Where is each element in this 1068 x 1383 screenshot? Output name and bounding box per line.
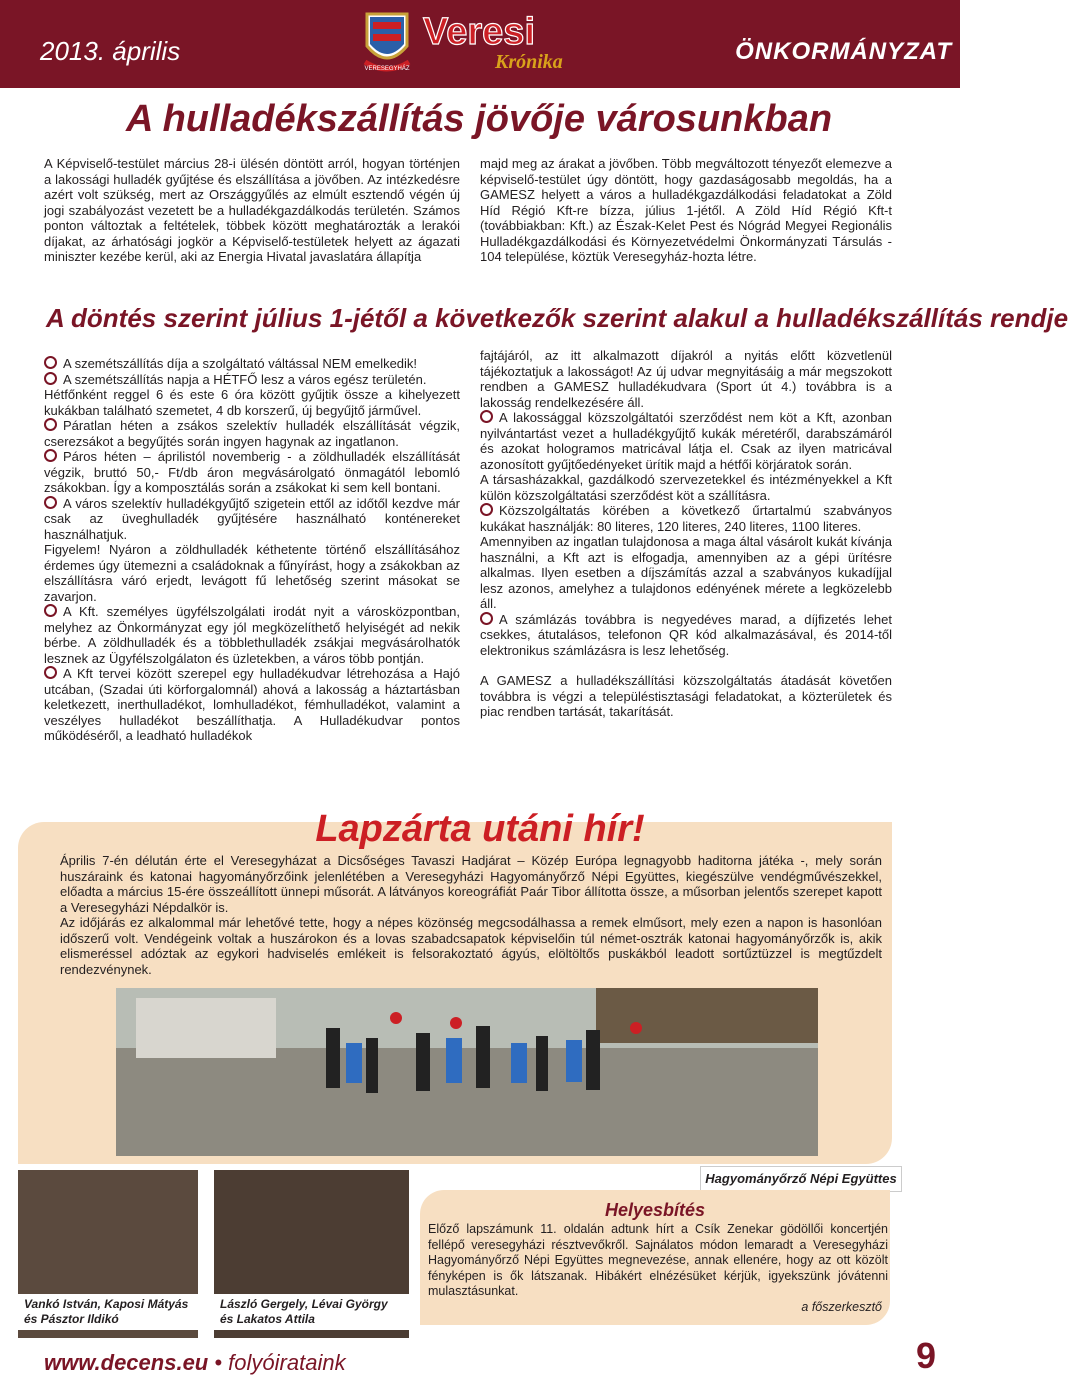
photo-caption: László Gergely, Lévai György és Lakatos Attila xyxy=(214,1294,409,1330)
list-item: Közszolgáltatás körében a következő űrtartalmú szabványos kukákat használják: 80 literes, 120 literes, 240 literes, 1100 literes. xyxy=(480,503,892,534)
article-right-column: majd meg az árakat a jövőben. Több megváltozott tényezőt elemezve a képviselő-testület úgy döntött, hogy gazdaságosabb megoldás, ha a GAMESZ helyett a város a hulladékgazdálkodási feladatokat a Zöld Híd Régió Kft-re bízza, július 1-jétől. A Zöld Híd Régió Kft-t (továbbiakban: Kft.) az Észak-Kelet Pest és Nógrád Megyei Regionális Hulladékgazdálkodási és Környezetvédelmi Önkormányzati Társulás - 104 települése, köztük Veresegyház-hozta létre. xyxy=(480,156,892,264)
svg-text:Veresi: Veresi xyxy=(423,11,535,53)
crest-icon xyxy=(364,14,409,72)
bullet-icon xyxy=(480,410,493,423)
bullet-icon xyxy=(480,503,493,516)
veresi-kronika-logo xyxy=(355,4,585,80)
photo-caption: Vankó István, Kaposi Mátyás és Pásztor Ildikó xyxy=(18,1294,198,1330)
bullet-icon xyxy=(44,372,57,385)
photo-hussars xyxy=(18,1170,198,1338)
list-item: A Kft tervei között szerepel egy hulladékudvar létrehozása a Hajó utcában, (Szadai úti körforgalomnál) ahová a lakosság a háztartásban keletkezett, inerthulladékot, lomhulladékot, fémhulladékot, valamint a veszélyes hulladékot beszállíthatja. A Hulladékudvar pontos működéséről, a leadható hulladékok xyxy=(44,666,460,743)
late-news-text: Április 7-én délután érte el Veresegyházat a Dicsőséges Tavaszi Hadjárat – Közép Európa legnagyobb haditorna játéka -, mely során huszáraink és katonai hagyományőrzőink jelenlétében a Veresegyházi Hagyományőrző Népi Együttes, kiegészülve vendégművészekkel, előadta a március 15-ére összeállított ünnepi műsorát. A látványos koreográfiát Paár Tibor állította össze, a műsorban jelentős szerepet kapott a Veresegyházi Népdalkör is. Az időjárás ez alkalommal már lehetővé tette, hogy a népes közönség megcsodálhassa a remek elműsort, mely ezen a napon is hasonlóan időszerű volt. Vendégeink voltak a huszárokon és a lovas szabadcsapatok képviselőin túl német-osztrák katonai hagyományőrzők is, akik elismeréssel adóztak az egykori hadviselés emlékeit is felsorakoztató ágyús, elöltöltős puskákból leadott sortűztüzzel is megtűzdelt rendezvénynek. xyxy=(60,853,882,977)
list-item: A város szelektív hulladékgyűjtő szigetein ettől az időtől kezdve már csak az üveghulladék gyűjtésére használható konténereket használhatjuk. xyxy=(44,495,460,542)
photo-caption-ensemble: Hagyományőrző Népi Együttes xyxy=(700,1166,902,1192)
section-subtitle: A döntés szerint július 1-jétől a következők szerint alakul a hulladékszállítás rendje xyxy=(46,303,1068,333)
photo-musicians xyxy=(214,1170,409,1338)
list-item: Páratlan héten a zsákos szelektív hulladék elszállítását végzik, cserezsákot a begyűjtés során ingyen hagynak az ingatlanon. xyxy=(44,418,460,449)
list-item: A Kft. személyes ügyfélszolgálati irodát nyit a városközpontban, melyhez az Önkormányzat egy jól megközelíthető helyiségét ad nekik bérbe. A zöldhulladék és a többlethulladék zsákjai megvásárolhatók lesznek az Ügyfélszolgálaton és üzletekben, a város több pontján. xyxy=(44,604,460,666)
list-item: A szemétszállítás napja a HÉTFŐ lesz a város egész területén. xyxy=(44,372,460,388)
rules-left-column: A szemétszállítás díja a szolgáltató váltással NEM emelkedik! A szemétszállítás napja a HÉTFŐ lesz a város egész területén. Hétfőnként reggel 6 és este 6 óra között gyűjtik össze a kihelyezett kukákban található szemetet, 4 db korszerű, új begyűjtő járművel. Páratlan héten a zsákos szelektív hulladék elszállítását végzik, cserezsákot a begyűjtés során ingyen hagynak az ingatlanon. Páros héten – áprilistól novemberig - a zöldhulladék elszállítását végzik, bruttó 50,- Ft/db áron megvásárolgató önmagától lebomló zsákokban. Így a komposztálás során a zsákokat ki sem kell bontani. A város szelektív hulladékgyűjtő szigetein ettől az időtől kezdve már csak az üveghulladék gyűjtésére használható konténereket használhatjuk. Figyelem! Nyáron a zöldhulladék kéthetente történő elszállításához érdemes úgy ütemezni a családoknak a fűnyírást, hogy a zsákokban az elszállításra váró erjedt, levágott fű lehetőség szerint másokat se zavarjon. A Kft. személyes ügyfélszolgálati irodát nyit a városközpontban, melyhez az Önkormányzat egy jól megközelíthető helyiségét ad nekik bérbe. A zöldhulladék és a többlethulladék zsákjai megvásárolhatók lesznek az Ügyfélszolgálaton és üzletekben, a város több pontján. A Kft tervei között szerepel egy hulladékudvar létrehozása a Hajó utcában, (Szadai úti körforgalomnál) ahová a lakosság a háztartásban keletkezett, inerthulladékot, lomhulladékot, fémhulladékot, valamint a veszélyes hulladékot beszállíthatja. A Hulladékudvar pontos működéséről, a leadható hulladékok xyxy=(44,356,460,743)
correction-text: Előző lapszámunk 11. oldalán adtunk hírt a Csík Zenekar gödöllői koncertjén fellépő veresegyházi résztvevőkről. Sajnálatos módon lemaradt a Veresegyházi Hagyományőrző Népi Együttes megnevezése, annak ellenére, hogy az ott közölt fényképen is ők látszanak. Hibákért elnézésüket kérjük, igyekszünk jóvátenni mulasztásunkat. xyxy=(428,1222,888,1298)
svg-text:VERESEGYHÁZ: VERESEGYHÁZ xyxy=(364,66,410,72)
bullet-icon xyxy=(44,496,57,509)
bullet-icon xyxy=(44,449,57,462)
page-number: 9 xyxy=(915,1335,936,1376)
svg-text:Krónika: Krónika xyxy=(495,51,563,73)
list-item: A szemétszállítás díja a szolgáltató váltással NEM emelkedik! xyxy=(44,356,460,372)
correction-signature: a főszerkesztő xyxy=(801,1300,882,1314)
dance-photo xyxy=(116,988,818,1156)
issue-date: 2013. április xyxy=(40,36,181,66)
list-item: Páros héten – áprilistól novemberig - a zöldhulladék elszállítását végzik, bruttó 50,- Ft/db áron megvásárolgató önmagától lebomló zsákokban. Így a komposztálás során a zsákokat ki sem kell bontani. xyxy=(44,449,460,495)
rules-right-column: fajtájáról, az itt alkalmazott díjakról a nyitás előtt közvetlenül tájékoztatjuk a lakosságot! Az új udvar megnyitásáig a már megszokott rendben a GAMESZ hulladékudvara (Sport út 4.) továbbra is a lakosság rendelkezésére áll. A lakossággal közszolgáltatói szerződést nem köt a Kft, azonban nyilvántartást vezet a hulladékgyűjtő kukák méretéről, darabszámáról és azokat hologramos matricával látja el. Csak az ilyen matricával azonosított gyűjtőedényeket ürítik majd a hétfői körjáratok során. A társasházakkal, gazdálkodó szervezetekkel és intézményekkel a Kft külön közszolgáltatási szerződést köt a szállításra. Közszolgáltatás körében a következő űrtartalmú szabványos kukákat használják: 80 literes, 120 literes, 240 literes, 1100 literes. Amennyiben az ingatlan tulajdonosa a maga által vásárolt kukát kívánja használni, a Kft azt is elfogadja, amennyiben az a gépi ürítésre alkalmas. Ilyen esetben a díjszámítás azzal a szabványos kukadíjjal lesz azonos, amelyhez a tulajdonos edényének mérete a legközelebb áll. A számlázás továbbra is negyedéves marad, a díjfizetés lehet csekkes, átutalásos, telefonon QR kód alkalmazásával, és 2014-től elektronikus számlázásra is lesz lehetőség. A GAMESZ a hulladékszállítási közszolgáltatás átadását követően továbbra is végzi a településtisztasági feladatokat, a közterületek és piac rendben tartását, takarítását. xyxy=(480,348,892,719)
article-left-column: A Képviselő-testület március 28-i ülésén döntött arról, hogyan történjen a lakossági hulladék gyűjtése és elszállítása a jövőben. Az intézkedésre azért volt szükség, mert az Országgyűlés az elmúlt esztendő végén új jogi szabályozást vezetett be a hulladékgazdálkodás területén. Számos ponton változtak a feltételek, többek között meghatározták a lerakói díjakat, az árhatósági jogkör a Képviselő-testületek helyett az ágazati miniszter kezébe kerül, aki az Energia Hivatal javaslatára állapítja xyxy=(44,156,460,264)
correction-title: Helyesbítés xyxy=(604,1200,706,1220)
bullet-icon xyxy=(44,666,57,679)
bullet-icon xyxy=(44,356,57,369)
bullet-icon xyxy=(44,418,57,431)
bullet-icon xyxy=(480,612,493,625)
article-title: A hulladékszállítás jövője városunkban xyxy=(126,98,833,140)
section-label: ÖNKORMÁNYZAT xyxy=(735,38,952,65)
list-item: A lakossággal közszolgáltatói szerződést nem köt a Kft, azonban nyilvántartást vezet a hulladékgyűjtő kukák méretéről, darabszámáról és azokat hologramos matricával látja el. Csak az ilyen matricával azonosított gyűjtőedényeket ürítik majd a hétfői körjáratok során. xyxy=(480,410,892,472)
late-news-title: Lapzárta utáni hír! xyxy=(315,808,645,850)
footer-link[interactable]: www.decens.eu • folyóirataink xyxy=(44,1350,346,1375)
bullet-icon xyxy=(44,604,57,617)
list-item: A számlázás továbbra is negyedéves marad, a díjfizetés lehet csekkes, átutalásos, telefonon QR kód alkalmazásával, és 2014-től elektronikus számlázásra is lesz lehetőség. xyxy=(480,611,892,658)
